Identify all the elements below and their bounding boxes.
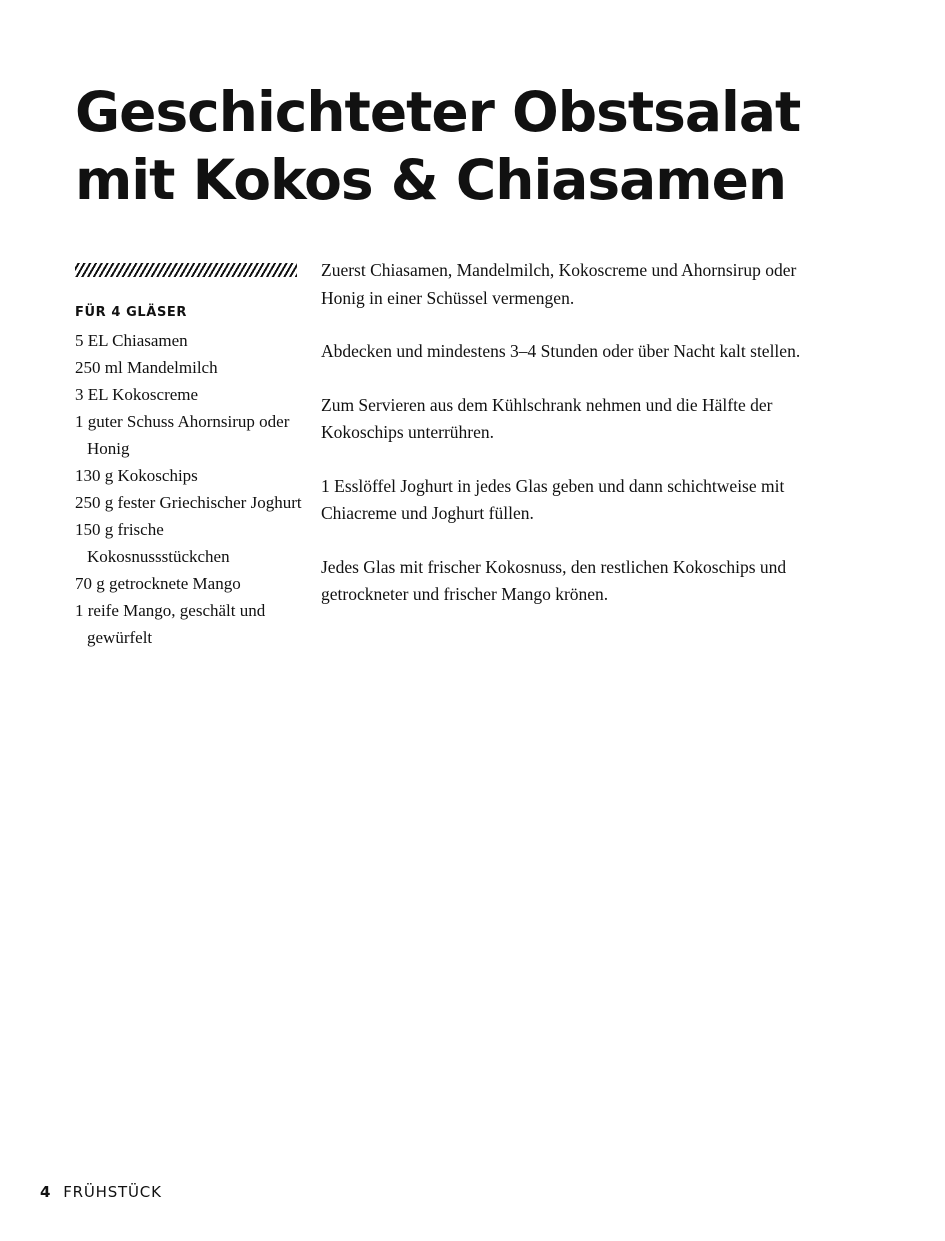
ingredient-item: 150 g frische Kokosnussstückchen <box>75 520 230 566</box>
ingredients-list <box>75 327 310 651</box>
ingredient-item: 130 g Kokoschips <box>75 466 198 485</box>
page-number: 4 <box>40 1183 51 1201</box>
page-footer <box>40 1181 162 1203</box>
instruction-step: Zum Servieren aus dem Kühlschrank nehmen und die Hälfte der Kokoschips unterrühren. <box>321 394 773 442</box>
ingredient-item: 250 ml Mandelmilch <box>75 358 218 377</box>
ingredient-item: 3 EL Kokoscreme <box>75 385 199 404</box>
instruction-step: Zuerst Chiasamen, Mandelmilch, Kokoscreme und Ahornsirup oder Honig in einer Schüssel vermengen. <box>321 260 797 308</box>
instruction-step: 1 Esslöffel Joghurt in jedes Glas geben und dann schichtweise mit Chiacreme und Joghurt füllen. <box>321 475 785 523</box>
ingredient-item: 5 EL Chiasamen <box>75 331 188 350</box>
instructions-panel <box>321 257 811 635</box>
ingredient-item: 1 guter Schuss Ahornsirup oder Honig <box>75 412 290 458</box>
recipe-title-line-2: mit Kokos & Chiasamen <box>75 148 787 212</box>
ingredients-heading: FÜR 4 GLÄSER <box>75 305 188 320</box>
recipe-title <box>75 78 895 214</box>
section-name: FRÜHSTÜCK <box>63 1183 162 1201</box>
instruction-step: Jedes Glas mit frischer Kokosnuss, den restlichen Kokoschips und getrockneter und frischer Mango krönen. <box>321 556 787 604</box>
ingredients-panel <box>75 301 310 651</box>
instruction-step: Abdecken und mindestens 3–4 Stunden oder über Nacht kalt stellen. <box>321 341 801 361</box>
ingredient-item: 70 g getrocknete Mango <box>75 574 241 593</box>
ingredient-item: 250 g fester Griechischer Joghurt <box>75 493 302 512</box>
recipe-title-line-1: Geschichteter Obstsalat <box>75 80 801 144</box>
ingredient-item: 1 reife Mango, geschält und gewürfelt <box>75 601 266 647</box>
hatched-divider <box>75 263 297 277</box>
